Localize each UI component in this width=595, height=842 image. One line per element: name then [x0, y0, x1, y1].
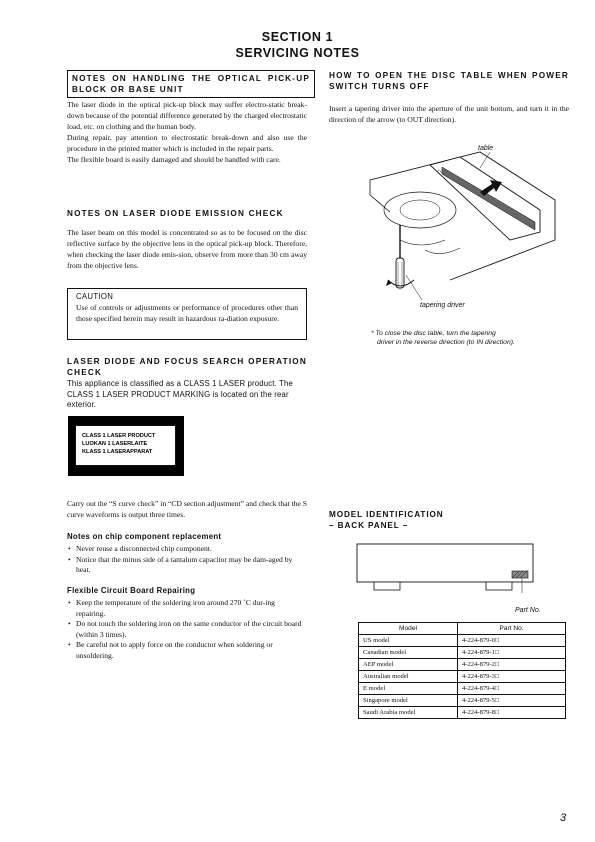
- part-no-label: Part No.: [515, 607, 541, 614]
- caution-title: CAUTION: [76, 292, 114, 301]
- laser-class-label-inner: [75, 425, 176, 466]
- pickup-heading: NOTES ON HANDLING THE OPTICAL PICK-UP BLOCK OR BASE UNIT: [72, 74, 310, 94]
- part-no-cell: 4-224-879-0□: [458, 635, 566, 647]
- page-number: 3: [560, 812, 567, 824]
- focus-check-heading-line1: LASER DIODE AND FOCUS SEARCH OPERATION: [67, 357, 307, 366]
- column-header-part-no: Part No.: [458, 623, 566, 635]
- part-no-cell: 4-224-879-5□: [458, 695, 566, 707]
- part-no-cell: 4-224-879-4□: [458, 683, 566, 695]
- list-item: • Be careful not to apply force on the conductor when soldering or unsoldering.: [67, 640, 305, 661]
- table-row: [359, 683, 566, 695]
- label-tapering-driver: tapering driver: [420, 302, 465, 309]
- model-cell: Saudi Arabia model: [359, 707, 458, 719]
- model-cell: Singapore model: [359, 695, 458, 707]
- page-title: SERVICING NOTES: [235, 46, 360, 60]
- pickup-paragraph-2: During repair, pay attention to electrostatic break-down and also use the procedure in the printed matter which is included in the repair parts.: [67, 133, 307, 153]
- s-curve-paragraph: Carry out the “S curve check” in “CD section adjustment” and check that the S curve waveforms is output three times.: [67, 499, 307, 519]
- pickup-paragraph-3: The flexible board is easily damaged and should be handled with care.: [67, 155, 281, 164]
- column-header-model: Model: [359, 623, 458, 635]
- model-cell: Canadian model: [359, 647, 458, 659]
- flex-board-heading: Flexible Circuit Board Repairing: [67, 586, 196, 595]
- caution-box: [67, 288, 307, 340]
- model-part-table: [358, 622, 566, 719]
- model-id-heading-line2: – BACK PANEL –: [329, 521, 409, 530]
- section-number: SECTION 1: [261, 30, 334, 44]
- close-table-note-line1: * To close the disc table, turn the tapering: [371, 330, 496, 337]
- caution-text: Use of controls or adjustments or performance of procedures other than those specified herein may result in hazardous ra-diation exposure.: [76, 303, 298, 323]
- part-no-cell: 4-224-879-8□: [458, 707, 566, 719]
- back-panel-illustration: [356, 543, 536, 593]
- chip-replacement-heading: Notes on chip component replacement: [67, 532, 222, 541]
- part-no-cell: 4-224-879-2□: [458, 659, 566, 671]
- model-cell: US model: [359, 635, 458, 647]
- focus-check-heading-line2: CHECK: [67, 368, 103, 377]
- disc-table-heading: HOW TO OPEN THE DISC TABLE WHEN POWER SWITCH TURNS OFF: [329, 71, 569, 91]
- label-line-1: CLASS 1 LASER PRODUCT: [82, 433, 156, 439]
- model-id-heading: [329, 509, 444, 531]
- model-cell: Australian model: [359, 671, 458, 683]
- table-row: [359, 671, 566, 683]
- part-no-cell: 4-224-879-3□: [458, 671, 566, 683]
- list-item: • Keep the temperature of the soldering iron around 270 ˚C dur-ing repairing.: [67, 598, 305, 619]
- close-table-note-line2: driver in the reverse direction (to IN direction).: [377, 339, 515, 346]
- laser-class-label: [68, 416, 184, 476]
- focus-check-paragraph: This appliance is classified as a CLASS 1 LASER product. The CLASS 1 LASER PRODUCT MARKING is located on the rear exterior.: [67, 379, 293, 409]
- list-item: • Do not touch the soldering iron on the same conductor of the circuit board (within 3 times).: [67, 619, 305, 640]
- laser-emission-paragraph: The laser beam on this model is concentrated so as to be focused on the disc reflective surface by the objective lens in the optical pick-up block. Therefore, when checking the laser diode emis-sion, observe from more than 30 cm away from the objective lens.: [67, 228, 307, 270]
- model-cell: E model: [359, 683, 458, 695]
- label-table: table: [478, 145, 494, 152]
- part-no-cell: 4-224-879-1□: [458, 647, 566, 659]
- flex-board-list: [67, 598, 305, 661]
- pickup-paragraph-1: The laser diode in the optical pick-up block may suffer electro-static break-down because of the potential difference generated by the charged electrostatic load, etc. on clothing and the human body.: [67, 100, 307, 131]
- table-header-row: [359, 623, 566, 635]
- list-item: • Notice that the minus side of a tantalum capacitor may be dam-aged by heat.: [67, 555, 305, 576]
- label-line-2: LUOKAN 1 LASERLAITE: [82, 441, 148, 447]
- model-id-heading-line1: MODEL IDENTIFICATION: [329, 510, 444, 519]
- table-row: [359, 659, 566, 671]
- laser-emission-heading: NOTES ON LASER DIODE EMISSION CHECK: [67, 209, 284, 218]
- table-row: [359, 707, 566, 719]
- disc-table-illustration: [330, 140, 570, 315]
- label-line-3: KLASS 1 LASERAPPARAT: [82, 449, 153, 455]
- pickup-heading-box: [67, 70, 315, 98]
- model-cell: AEP model: [359, 659, 458, 671]
- pickup-notes: [67, 99, 307, 165]
- list-item: • Never reuse a disconnected chip component.: [67, 544, 305, 555]
- disc-table-paragraph: Insert a tapering driver into the aperture of the unit bottom, and turn it in the direction of the arrow (to OUT direction).: [329, 104, 569, 124]
- chip-replacement-list: [67, 544, 305, 576]
- close-table-note: [371, 329, 515, 347]
- table-row: [359, 695, 566, 707]
- table-row: [359, 635, 566, 647]
- table-row: [359, 647, 566, 659]
